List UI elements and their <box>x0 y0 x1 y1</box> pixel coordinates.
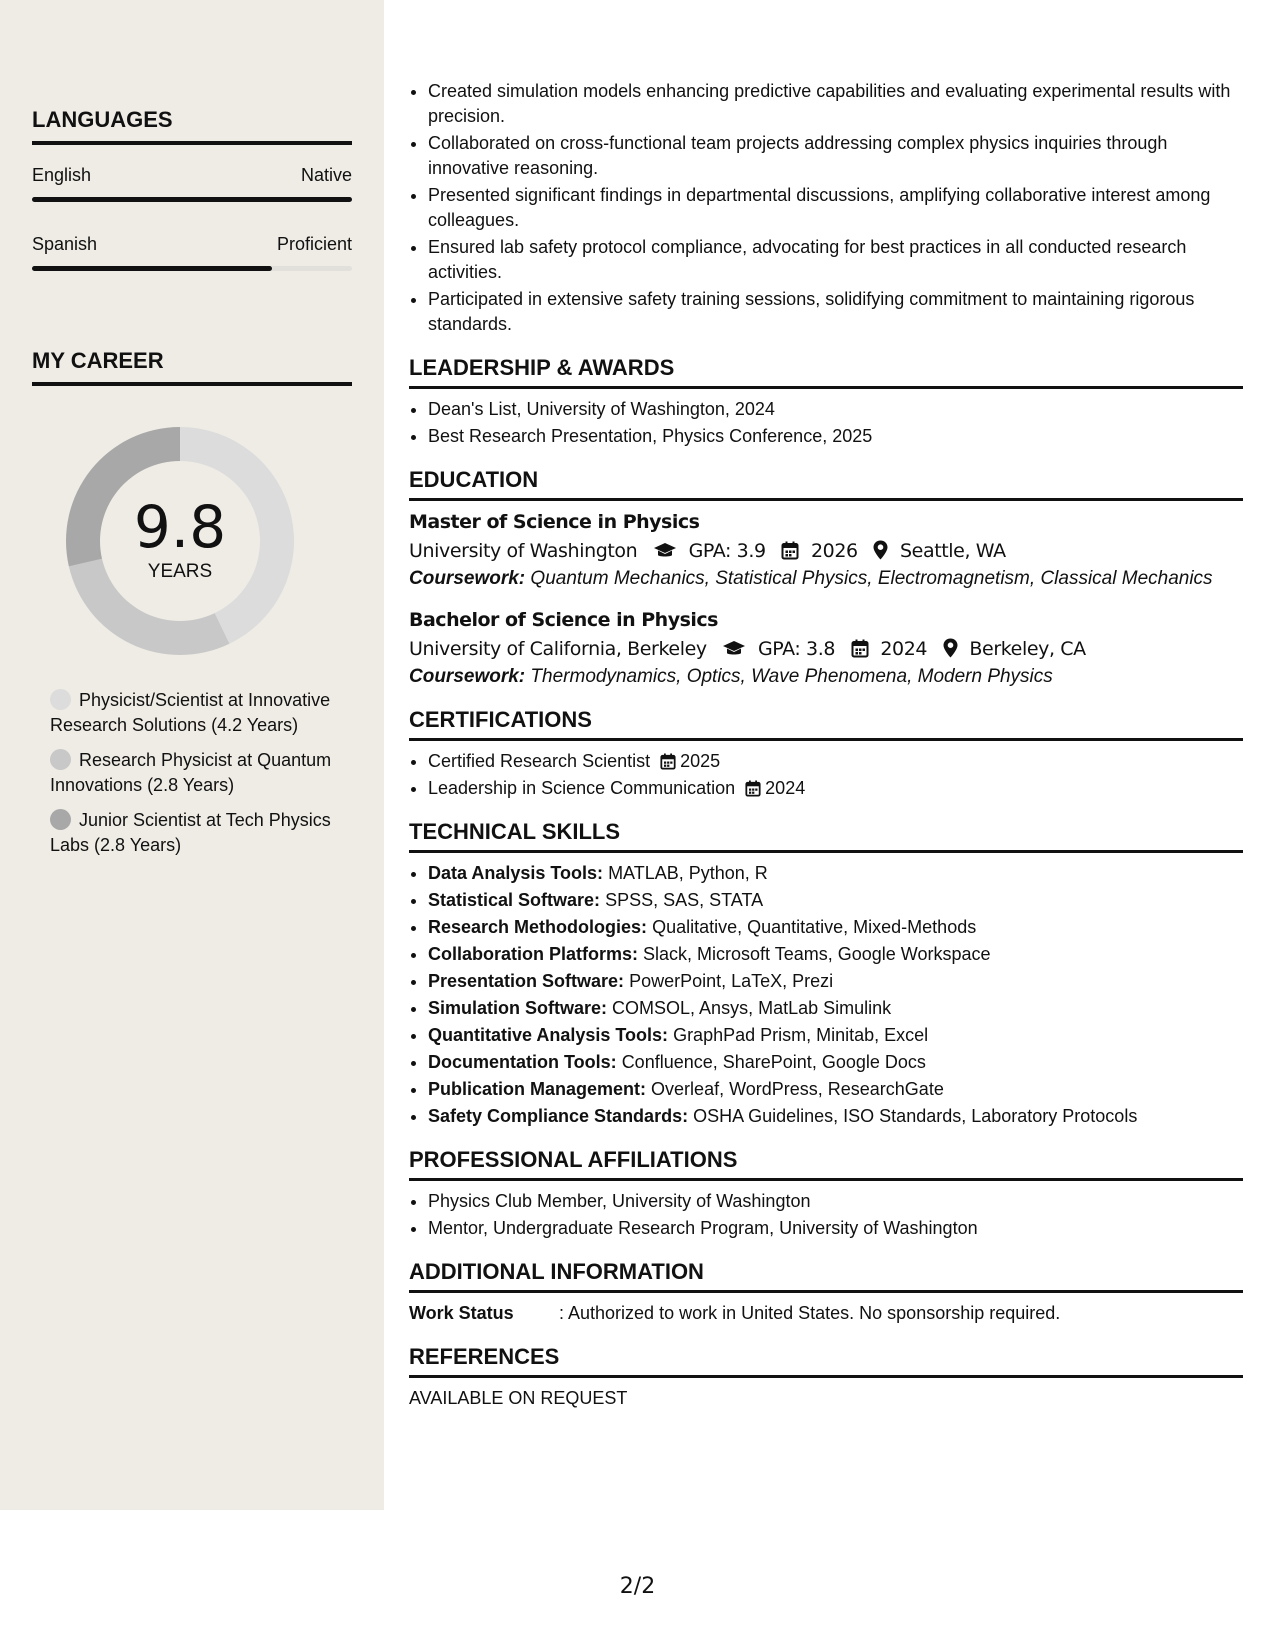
school-name: University of Washington <box>409 540 638 562</box>
gpa: GPA: 3.9 <box>688 540 766 562</box>
section-title: REFERENCES <box>409 1342 1243 1378</box>
coursework-list: Thermodynamics, Optics, Wave Phenomena, Modern Physics <box>530 666 1053 687</box>
skill-value: SPSS, SAS, STATA <box>605 890 764 910</box>
skills-section <box>409 817 1243 1129</box>
skill-item <box>428 888 1243 913</box>
skill-label: Collaboration Platforms: <box>428 944 639 964</box>
career-legend <box>50 688 340 868</box>
skill-item <box>428 915 1243 940</box>
language-level: Native <box>300 165 352 185</box>
main-content <box>409 79 1243 1411</box>
experience-bullet: • Collaborated on cross-functional team projects addressing complex physics inquiries through innovative reasoning. <box>428 131 1243 181</box>
education-entry <box>409 607 1243 689</box>
skill-value: Confluence, SharePoint, Google Docs <box>621 1052 926 1072</box>
calendar-icon <box>851 639 869 658</box>
affiliations-section <box>409 1145 1243 1241</box>
location-pin-icon <box>873 540 888 560</box>
legend-dot-icon <box>50 749 71 770</box>
graduation-year: 2026 <box>810 540 858 562</box>
graduation-cap-icon <box>653 542 677 560</box>
certification-item <box>428 776 1243 801</box>
experience-bullet: • Presented significant findings in departmental discussions, amplifying collaborative interest among colleagues. <box>428 183 1243 233</box>
skill-item <box>428 861 1243 886</box>
skill-value: Qualitative, Quantitative, Mixed-Methods <box>652 917 977 937</box>
education-meta <box>409 536 1243 566</box>
certification-item <box>428 749 1243 774</box>
career-legend-item <box>50 808 340 858</box>
skill-value: OSHA Guidelines, ISO Standards, Laboratory Protocols <box>693 1106 1138 1126</box>
references-text: AVAILABLE ON REQUEST <box>409 1388 628 1408</box>
career-legend-item <box>50 688 340 738</box>
award-item: • Dean's List, University of Washington, 2024 <box>428 397 1243 422</box>
graduation-year: 2024 <box>880 638 928 660</box>
skill-label: Quantitative Analysis Tools: <box>428 1025 669 1045</box>
skill-value: PowerPoint, LaTeX, Prezi <box>629 971 834 991</box>
coursework-label: Coursework: <box>409 568 526 589</box>
skill-label: Simulation Software: <box>428 998 608 1018</box>
page-number: 2/2 <box>619 1574 656 1599</box>
career-total <box>66 495 294 583</box>
language-level-bar-fill <box>32 197 352 202</box>
education-meta <box>409 634 1243 664</box>
language-name: Spanish <box>32 234 98 254</box>
coursework <box>409 566 1243 591</box>
certification-year: 2024 <box>765 778 806 798</box>
calendar-icon <box>781 541 799 560</box>
section-title: EDUCATION <box>409 465 1243 501</box>
school-location: Seattle, WA <box>900 540 1006 562</box>
coursework <box>409 664 1243 689</box>
coursework-list: Quantum Mechanics, Statistical Physics, Electromagnetism, Classical Mechanics <box>530 568 1213 589</box>
experience-bullets <box>409 79 1243 337</box>
skill-label: Publication Management: <box>428 1079 647 1099</box>
location-pin-icon <box>943 638 958 658</box>
skill-label: Statistical Software: <box>428 890 601 910</box>
graduation-cap-icon <box>722 640 746 658</box>
affiliation-item: • Mentor, Undergraduate Research Program, University of Washington <box>428 1216 1243 1241</box>
legend-dot-icon <box>50 689 71 710</box>
affiliation-item: • Physics Club Member, University of Washington <box>428 1189 1243 1214</box>
career-legend-label: Junior Scientist at Tech Physics Labs (2.8 Years) <box>50 810 331 855</box>
coursework-label: Coursework: <box>409 666 526 687</box>
skill-item <box>428 1077 1243 1102</box>
calendar-icon <box>745 780 761 797</box>
skill-item <box>428 1104 1243 1129</box>
career-total-unit: YEARS <box>147 561 213 582</box>
skill-item <box>428 942 1243 967</box>
education-entry <box>409 509 1243 591</box>
section-title: ADDITIONAL INFORMATION <box>409 1257 1243 1293</box>
certification-name: Certified Research Scientist <box>428 751 651 771</box>
language-name: English <box>32 165 92 185</box>
skill-item <box>428 996 1243 1021</box>
skill-item <box>428 1050 1243 1075</box>
section-title: PROFESSIONAL AFFILIATIONS <box>409 1145 1243 1181</box>
career-legend-item <box>50 748 340 798</box>
skill-item <box>428 969 1243 994</box>
certifications-section <box>409 705 1243 801</box>
work-status-value: : Authorized to work in United States. No sponsorship required. <box>559 1303 1061 1323</box>
certification-name: Leadership in Science Communication <box>428 778 736 798</box>
skill-value: GraphPad Prism, Minitab, Excel <box>673 1025 929 1045</box>
section-title: TECHNICAL SKILLS <box>409 817 1243 853</box>
award-item: • Best Research Presentation, Physics Conference, 2025 <box>428 424 1243 449</box>
section-title: LEADERSHIP & AWARDS <box>409 353 1243 389</box>
degree-title: Master of Science in Physics <box>409 511 700 533</box>
education-section <box>409 465 1243 689</box>
calendar-icon <box>660 753 676 770</box>
degree-title: Bachelor of Science in Physics <box>409 609 718 631</box>
section-title: CERTIFICATIONS <box>409 705 1243 741</box>
career-legend-label: Physicist/Scientist at Innovative Research Solutions (4.2 Years) <box>50 690 331 735</box>
language-level-bar <box>32 266 352 271</box>
certification-year: 2025 <box>680 751 721 771</box>
skill-label: Presentation Software: <box>428 971 625 991</box>
career-total-value: 9.8 <box>133 493 227 561</box>
experience-bullet: • Ensured lab safety protocol compliance, advocating for best practices in all conducted research activities. <box>428 235 1243 285</box>
language-level-bar <box>32 197 352 202</box>
skill-label: Research Methodologies: <box>428 917 648 937</box>
leadership-section <box>409 353 1243 449</box>
skill-item <box>428 1023 1243 1048</box>
languages-title: LANGUAGES <box>32 107 352 145</box>
career-title: MY CAREER <box>32 348 352 386</box>
gpa: GPA: 3.8 <box>757 638 836 660</box>
experience-bullet: • Created simulation models enhancing predictive capabilities and evaluating experimental results with precision. <box>428 79 1243 129</box>
skill-value: MATLAB, Python, R <box>608 863 768 883</box>
skill-value: COMSOL, Ansys, MatLab Simulink <box>612 998 892 1018</box>
school-location: Berkeley, CA <box>969 638 1086 660</box>
experience-bullet: • Participated in extensive safety training sessions, solidifying commitment to maintaining rigorous standards. <box>428 287 1243 337</box>
legend-dot-icon <box>50 809 71 830</box>
career-legend-label: Research Physicist at Quantum Innovations (2.8 Years) <box>50 750 332 795</box>
work-status-label: Work Status <box>409 1303 514 1323</box>
language-level: Proficient <box>276 234 352 254</box>
skill-value: Slack, Microsoft Teams, Google Workspace <box>643 944 991 964</box>
skill-label: Safety Compliance Standards: <box>428 1106 689 1126</box>
skill-value: Overleaf, WordPress, ResearchGate <box>651 1079 944 1099</box>
language-level-bar-fill <box>32 266 272 271</box>
skill-label: Documentation Tools: <box>428 1052 617 1072</box>
sidebar <box>0 0 384 1510</box>
skill-label: Data Analysis Tools: <box>428 863 604 883</box>
work-status-row <box>409 1301 1243 1326</box>
references-section <box>409 1342 1243 1411</box>
additional-info-section <box>409 1257 1243 1326</box>
school-name: University of California, Berkeley <box>409 638 707 660</box>
